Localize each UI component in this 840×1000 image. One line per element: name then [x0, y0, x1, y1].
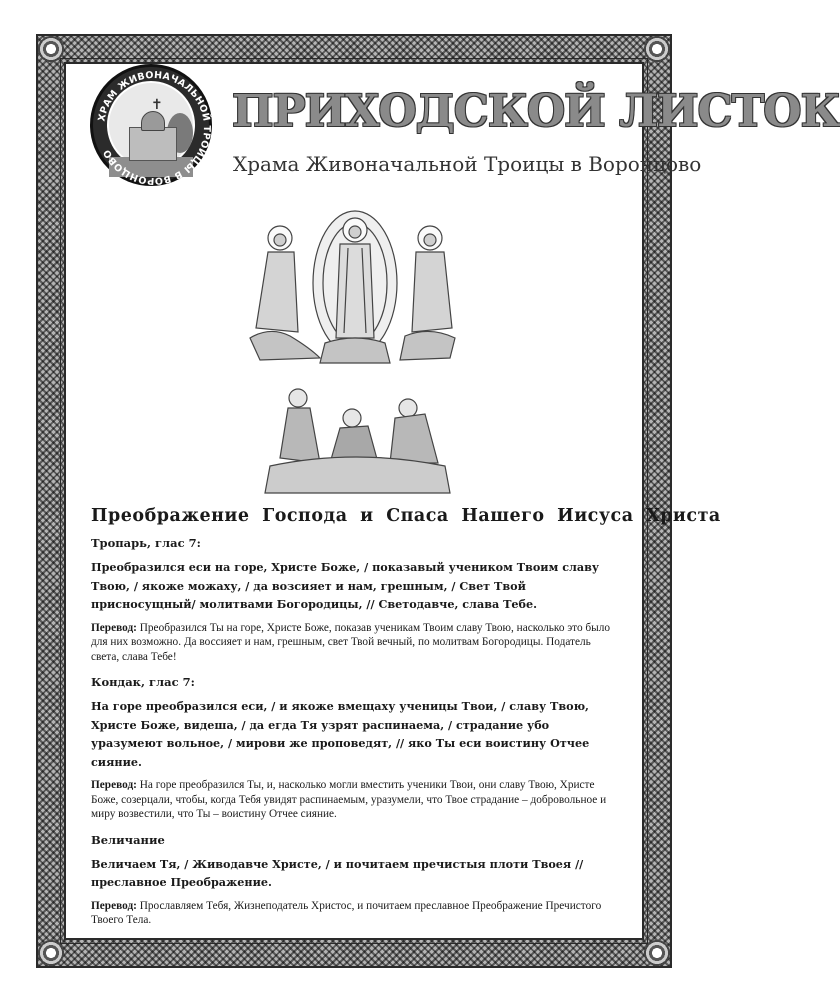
kontakion-translation — [91, 778, 619, 822]
translation-label: Перевод: — [91, 621, 137, 634]
frame-corner-ornament — [36, 34, 66, 64]
frame-corner-ornament — [36, 938, 66, 968]
frame-corner-ornament — [642, 938, 672, 968]
feast-title: Преображение Господа и Спаса Нашего Иисуса Христа — [91, 506, 721, 526]
magnification-text: Величаем Тя, / Живодавче Христе, / и почитаем пречистыя плоти Твоея // преславное Преображение. — [91, 856, 584, 889]
magnification-translation — [91, 899, 619, 928]
troparion-translation — [91, 621, 619, 665]
svg-text:ХРАМ ЖИВОНАЧАЛЬНОЙ ТРОИЦЫ В ВО: ХРАМ ЖИВОНАЧАЛЬНОЙ ТРОИЦЫ В ВОРОНЦОВО — [96, 69, 213, 187]
troparion-label: Тропарь, глас 7: — [91, 536, 201, 550]
translation-text: Прославляем Тебя, Жизнеподатель Христос, и почитаем преславное Преображение Пречистого Твоего Тела. — [91, 899, 602, 926]
church-picture: ✝ — [107, 81, 195, 169]
translation-label: Перевод: — [91, 899, 137, 912]
page-title: ПРИХОДСКОЙ ЛИСТОК — [232, 86, 840, 137]
logo-ring-text — [93, 67, 215, 189]
translation-text: Преобразился Ты на горе, Христе Боже, показав ученикам Твоим славу Твою, насколько это было для них возможно. Да воссияет и нам, грешным, свет Твой вечный, по молитвам Богородицы. Податель света, слава Тебе! — [91, 621, 611, 663]
kontakion-label: Кондак, глас 7: — [91, 675, 195, 689]
transfiguration-icon-illustration — [240, 208, 470, 498]
troparion-text: Преобразился еси на горе, Христе Боже, / показавый учеником Твоим славу Твою, / якоже можаху, / да возсияет и нам, грешным, / Свет Твой присносущный/ молитвами Богородицы, // Светодавче, слава Тебе. — [91, 560, 600, 611]
parish-logo — [90, 64, 212, 186]
text-content — [91, 506, 721, 939]
kontakion-text: На горе преобразился еси, / и якоже вмещаху ученицы Твои, / славу Твою, Христе Боже, видеша, / да егда Тя узрят распинаема, / страдание убо уразумеют вольное, / мирови же проповедят, // яко Ты еси воистину Отчее сияние. — [91, 699, 590, 769]
translation-label: Перевод: — [91, 779, 137, 791]
translation-text: На горе преобразился Ты, и, насколько могли вместить ученики Твои, они славу Твою, Христе Боже, созерцали, чтобы, когда Тебя увидят распинаемым, уразумели, что Твое страдание – добровольное и миру возвестили, что Ты – воистину Отчее сияние. — [91, 779, 607, 820]
magnification-label: Величание — [91, 832, 165, 847]
page-subtitle: Храма Живоначальной Троицы в Воронцово — [233, 152, 702, 176]
frame-corner-ornament — [642, 34, 672, 64]
